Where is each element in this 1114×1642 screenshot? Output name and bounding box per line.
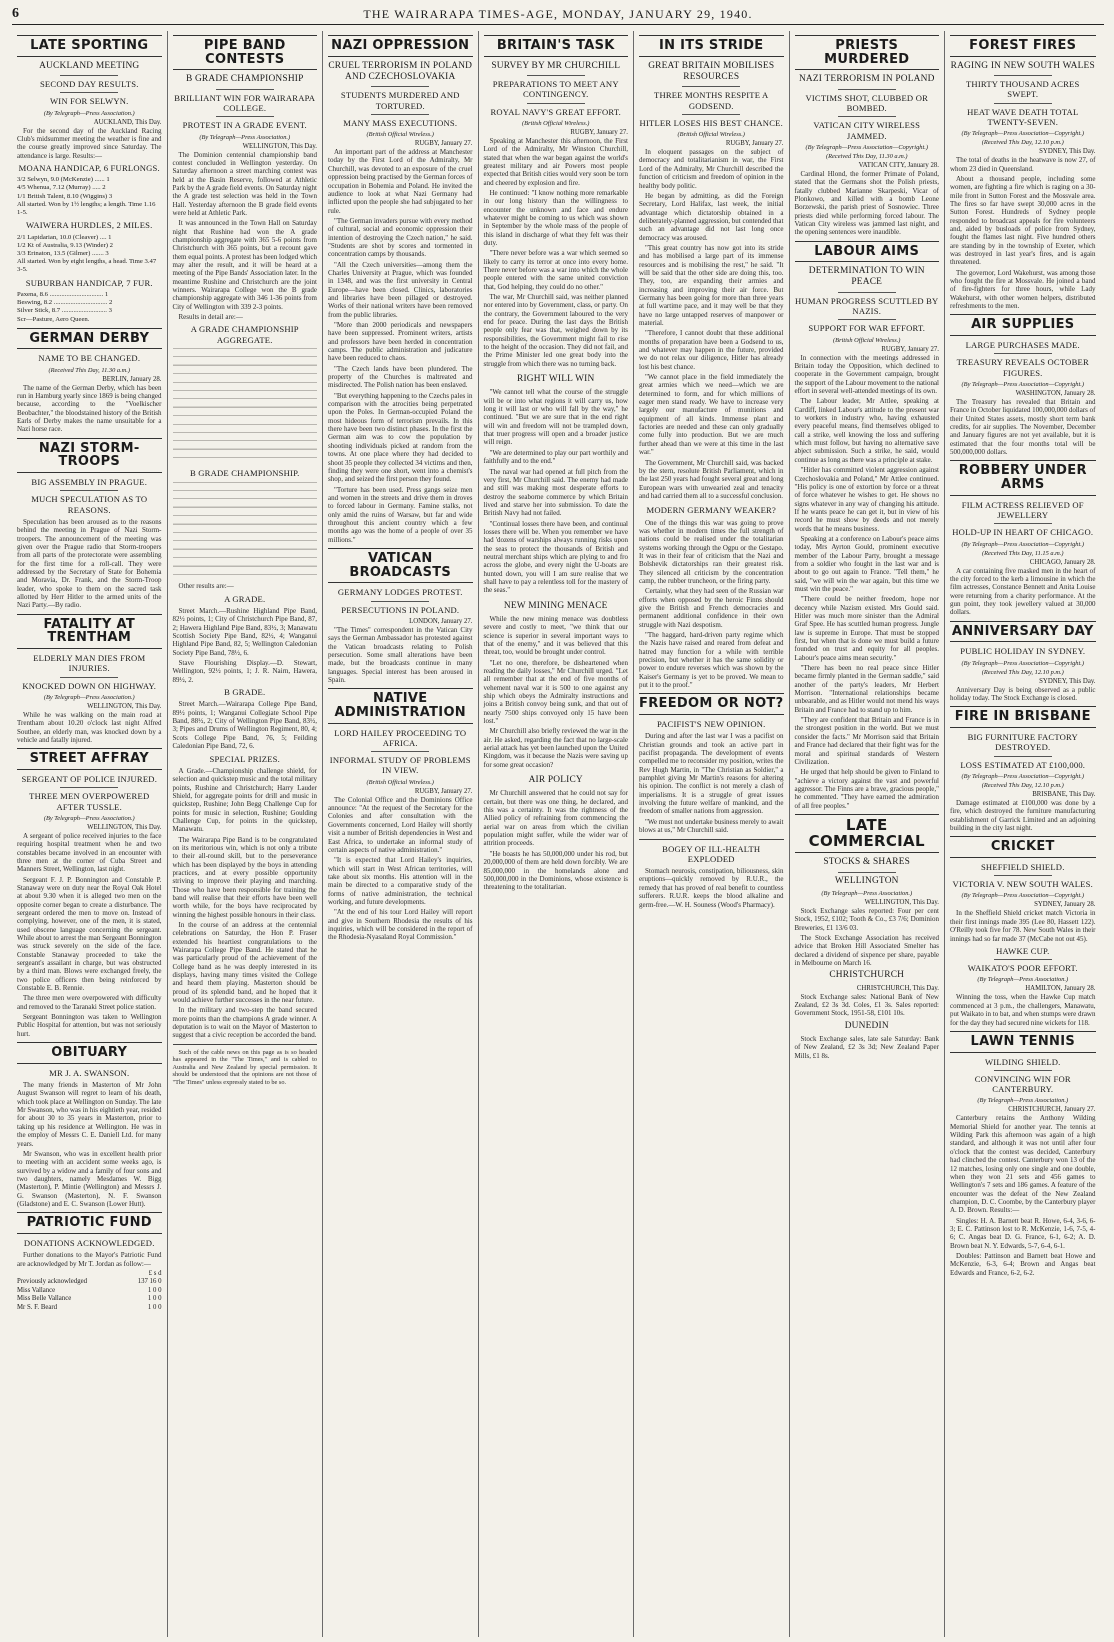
- subheading: SHEFFIELD SHIELD.: [980, 861, 1065, 872]
- subheading: BIG ASSEMBLY IN PRAGUE.: [31, 477, 148, 487]
- dateline: CHRISTCHURCH, This Day.: [856, 984, 939, 992]
- body-text: He urged that help should be given to Finland to "achieve a victory against the vast and powerful aggressor. The Finns are a brave, gracious people," he commented. "They have earned the admiration of all free peoples.": [794, 768, 939, 810]
- body-text: "We are determined to play our part worthily and faithfully and to the end.": [483, 448, 628, 466]
- credit: (By Telegraph—Press Association—Copyright.): [961, 772, 1084, 780]
- subheading: MUCH SPECULATION AS TO REASONS.: [31, 494, 148, 515]
- advert-text: Stomach neurosis, constipation, biliousness, skin eruptions—quickly removed by R.U.R., the remedy that has proved of real benefit to countless sufferers. R.U.R. keeps the blood alkaline and germ-free.—W. H. Souness (Wood's Pharmacy).: [639, 867, 784, 909]
- subheading: PUBLIC HOLIDAY IN SYDNEY.: [960, 646, 1086, 657]
- city-heading: DUNEDIN: [844, 1020, 889, 1031]
- pipe-band-story: [173, 35, 318, 1086]
- table-title: A GRADE CHAMPIONSHIP AGGREGATE.: [190, 324, 299, 345]
- body-text: While he was walking on the main road at Trentham about 10.20 o'clock last night Alfred Southee, an elderly man, was knocked down by a vehicle and fatally injured.: [17, 710, 162, 744]
- body-text: "There never before was a war which seemed so likely to carry its terror at once into every home. There never before was a war into which the whole people entered with the same united conviction that, God helping, they could do no other.": [483, 249, 628, 291]
- headline: PATRIOTIC FUND: [17, 1212, 162, 1234]
- body-text: A sergeant of police received injuries to the face requiring hospital treatment when he and two constables became involved in an encounter with three men at the corner of Cuba Street and Manners Street, Wellington, last night.: [17, 831, 162, 874]
- subheading: VICTORIA V. NEW SOUTH WALES.: [952, 879, 1093, 890]
- vatican-story: [328, 548, 473, 684]
- credit: (By Telegraph—Press Association.): [977, 1097, 1069, 1105]
- donation-list: [17, 1270, 162, 1312]
- headline: AIR SUPPLIES: [950, 314, 1096, 336]
- column-7: [945, 31, 1101, 1637]
- body-text: One of the things this war was going to prove was whether in modern times the full strength of nations could be realised under the totalitarian systems working through the Ogpu or the Gestapo. It was in their fear of criticism that the Nazi and Bolshevik dictatorships ran their greatest risk. They silenced all criticism by the concentration camp, the rubber truncheon, or the firing party.: [639, 518, 784, 585]
- dateline: WELLINGTON, This Day.: [87, 823, 162, 831]
- headline: CRICKET: [950, 836, 1096, 858]
- body-text: "But everything happening to the Czechs pales in comparison with the atrocities being perpetrated upon the Poles. In German-occupied Poland the most hideous form of terrorism prevails. In this there have been two distinct phases. In the first the German aim was to cow the population by shooting individuals picked at random from the towns. At one place where they had decided to shoot 35 people they collected 34 victims and then, finding they were one short, went into a chemist's shop, and seized the first person they found.: [328, 391, 473, 484]
- headline: NAZI STORM-TROOPS: [17, 438, 162, 473]
- subheading: BRILLIANT WIN FOR WAIRARAPA COLLEGE.: [174, 92, 316, 113]
- received: (Received This Day, 12.10 p.m.): [981, 139, 1064, 147]
- credit: (By Telegraph—Press Association—Copyright.): [961, 659, 1084, 667]
- column-2: [168, 31, 324, 1637]
- subheading: THREE MONTHS RESPITE A GODSEND.: [654, 90, 769, 111]
- dateline: BERLIN, January 28.: [102, 375, 162, 383]
- body-text: Mr Churchill answered that he could not say for certain, but there was one thing, he declared, and this was a certainty. It was the rightness of the Allied policy of refraining from commencing the aerial war on areas from which the civilian population might suffer, while the wider war of attrition proceeds.: [483, 789, 628, 848]
- race-result: 1/2 Kt of Australia, 9.13 (Winder) 2: [17, 241, 113, 249]
- headline: OBITUARY: [17, 1042, 162, 1064]
- body-text: "It is expected that Lord Hailey's inquiries, which will start in West African territories, will take about six months. His attention will in the main be directed to a comparative study of the forms of native administration, the technical working, and future developments.: [328, 856, 473, 906]
- body-text: The Wairarapa Pipe Band is to be congratulated on its meritorious win, which is not only a tribute to their all-round skill, but to the perseverance which has been displayed by the boys in attending practices, and at every possible opportunity striving to improve their playing and marching. Those who have been responsible for training the band will realise that their efforts have been well worth while, for the boys have reciprocated by winning the highest possible honours in their class.: [172, 835, 317, 919]
- body-text: "This great country has now got into its stride and has mobilised a large part of its immense resources and is mobilising the rest," he said. "It will be said that the other side are doing this, too. They, too, are expanding their armies and increasing and improving their air force. But Germany has been going for more than three years at full wartime pace, and it may well be that they have no large untapped reserves of manpower or material.: [639, 243, 784, 328]
- section-heading: HAWKE CUP.: [996, 945, 1050, 956]
- donor-amount: 1 0 0: [147, 1295, 162, 1303]
- race-result: 2/1 Lapidarian, 10.0 (Cleaver) .... 1: [17, 233, 112, 241]
- dateline: RUGBY, January 27.: [881, 345, 939, 353]
- subheading: MANY MASS EXECUTIONS.: [343, 117, 458, 128]
- column-4: [479, 31, 635, 1637]
- subheading: SECOND DAY RESULTS.: [39, 78, 139, 89]
- credit: (By Telegraph—Press Association.): [977, 976, 1069, 984]
- credit: (British Official Wireless.): [677, 131, 745, 139]
- body-text: Speculation has been aroused as to the reasons behind the meeting in Prague of Nazi Storm-troopers. The announcement of the meeting was given over the Prague radio that Storm-troopers from all parts of the protectorate were assembling for the first time for a roll-call. They were addressed by the Secretary of State for Bohemia and Moravia, Dr. Frank, and the Storm-Troop leader, who spoke to them on the sacred task allotted by Herr Hitler to the armed units of the Nazi Party.—By radio.: [17, 517, 162, 610]
- body-text: "The Czech lands have been plundered. The property of the Churches is maltreated and misdirected. The Polish nation has been enslaved.: [328, 364, 473, 390]
- subheading: NAME TO BE CHANGED.: [38, 353, 141, 364]
- city-heading: CHRISTCHURCH: [829, 970, 905, 981]
- body-text: Sergeant Bonnington was taken to Wellington Public Hospital for attention, but was not seriously hurt.: [17, 1013, 162, 1038]
- headline: LAWN TENNIS: [950, 1031, 1096, 1053]
- in-its-stride-story: [639, 35, 784, 689]
- body-text: "The German invaders pursue with every method of cultural, social and economic oppression their intention of destroying the Czech nation," he said. "Students are shot by scores and tormented in concentration camps by thousands.: [328, 216, 473, 259]
- subheading: HITLER LOSES HIS BEST CHANCE.: [639, 117, 783, 128]
- body-text: The naval war had opened at full pitch from the very first, Mr Churchill said. The enemy had made and still was making most desperate efforts to destroy the seaborne commerce by which Britain lived and starve her into submission. To date the British Navy had not failed.: [483, 467, 628, 518]
- headline: LATE SPORTING: [17, 35, 162, 57]
- body-text: A Grade.—Championship challenge shield, for selection and quickstep music and the total military points, Rushine and Christchurch; Harry Lauder Shield, for aggregate points for drill and music in quickstep, Rushine; John Begg Challenge Cup for points for music in selection, Rushine; Goulding Challenge Cup, for points in the quickstep, Manawatu.: [172, 766, 317, 834]
- headline: FIRE IN BRISBANE: [950, 706, 1096, 728]
- subheading: MR J. A. SWANSON.: [49, 1067, 130, 1078]
- body-text: Singles: H. A. Barnett beat R. Howe, 6-4, 3-6, 6-3; E. C. Pattinson lost to R. McKenzie, 1-6, 7-5, 4-6; C. Angas beat D. G. France, 6-1, 6-2; A. D. Brown beat N. Y. Edwards, 5-7, 6-4, 6-1.: [950, 1216, 1096, 1250]
- late-sporting-story: [17, 35, 162, 324]
- body-text: A car containing five masked men in the heart of the city forced to the kerb a limousine in which the film actresses, Constance Bennett and Anita Louise were returning from a charity performance. At the gun point, they took jewellery valued at 30,000 dollars.: [950, 566, 1096, 617]
- body-text: "Therefore, I cannot doubt that these additional months of preparation have been a Godsend to us, and whatever may happen in the future, provided we do not relax our diligence, Hitler has already lost his best chance.: [639, 329, 784, 371]
- race-result: 1/1 British Talent, 8.10 (Wiggins) 3: [17, 192, 113, 200]
- dateline: RUGBY, January 27.: [414, 140, 473, 148]
- body-text: "The haggard, hard-driven party regime which the Nazis have raised and reared from defeat and hatred may function for a while with terrible precision, but whether it has the same solidity or power to endure reverses which was shown by the Kaiser's Germany is yet to be proved. We mean to put it to the proof.": [639, 631, 784, 690]
- body-text: "More than 2000 periodicals and newspapers have been suppressed. Prominent writers, artists and professors have been herded in concentration camps. The public administration and judicature have been reduced to chaos.: [328, 321, 473, 363]
- column-5: [634, 31, 790, 1637]
- subheading: SERGEANT OF POLICE INJURED.: [21, 773, 158, 784]
- body-text: "There could be neither freedom, hope nor decency while Nazism existed. Mrs Gould said. Hitler was much more sinister than the Admiral Graf Spee. He has scuttled human progress. Jungle law is supreme in Europe. That must be stopped first, but when that is done we must build a future founded on trust and equity for all peoples. Labour's peace aims mean security.": [794, 595, 939, 662]
- race-title: SUBURBAN HANDICAP, 7 FUR.: [25, 277, 153, 288]
- subheading: WAIKATO'S POOR EFFORT.: [967, 963, 1078, 974]
- body-text: Street March.—Wairarapa College Pipe Band, 89½ points, 1; Wanganui Collegiate School Pipe Band, 88½, 2; City of Wellington Pipe Band, 83½, 3; Pipes and Drums of Wellington Regiment, 80, 4; Scots College Pipe Band, 76, 5; Feilding Caledonian Pipe Band, 72, 6.: [172, 700, 317, 751]
- subheading: LARGE PURCHASES MADE.: [965, 340, 1080, 350]
- body-text: Canterbury retains the Anthony Wilding Memorial Shield for another year. The tennis at Wilding Park this afternoon was again of a high standard, and although it was not until after four o'clock that the contest was decided, Canterbury had clinched the contest. Canterbury won 13 of the 12 matches, losing only one single and one double, when they won 21 sets and 456 games to Wellington's 7 sets and 186 games. A feature of the encounter was the defeat of the New Zealand champion, D. C. Coombe, by the Canterbury player A. D. Brown. Results:—: [950, 1114, 1096, 1215]
- race-result: Paxena, 8.6 ................................ 1: [17, 290, 109, 298]
- city-heading: WELLINGTON: [834, 875, 899, 886]
- body-text: He continued: "I know nothing more remarkable in our long history than the willingness to encounter the unknown and face and endure whatever might be coming to us which was shown in September by the whole mass of the people of this island in discharge of what they felt was their duty.: [483, 188, 628, 247]
- nazi-storm-troops-story: [17, 438, 162, 610]
- body-text: The Dominion centennial championship band contest concluded in Wellington yesterday. On Saturday afternoon a street marching contest was held at the Basin Reserve, followed at Athletic Park by the A grade field events. On Saturday night the A grade test selection was held in the Town Hall. Yesterday afternoon the B grade field events were held at Athletic Park.: [172, 150, 317, 217]
- body-text: The three men were overpowered with difficulty and removed to the Taranaki Street police station.: [17, 994, 162, 1011]
- headline: ANNIVERSARY DAY: [950, 621, 1096, 643]
- fatality-story: [17, 614, 162, 745]
- subheading: THREE MEN OVERPOWERED AFTER TUSSLE.: [29, 791, 150, 812]
- body-text: "Let no one, therefore, be disheartened when reading the daily losses," Mr Churchill urged. "Let all remember that at the end of five months of vehement naval war it is 500 to one against any ship which obeys the Admiralty instructions and joins a British convoy being sunk, and that out of nearly 7500 ships convoyed only 15 have been lost.": [483, 658, 628, 726]
- subheading: STUDENTS MURDERED AND TORTURED.: [340, 90, 460, 111]
- headline: IN ITS STRIDE: [639, 35, 784, 57]
- body-text: An important part of the address at Manchester today by the First Lord of the Admiralty, Mr Churchill, was devoted to an exposure of the cruel oppression being practised by the German forces of occupation in Bohemia and Poland. He invited the audience to look at what Nazi Germany had inflicted upon the people she had subjugated to her rule.: [328, 148, 473, 215]
- column-3: [323, 31, 479, 1637]
- headline: LATE COMMERCIAL: [795, 814, 940, 854]
- headline: FOREST FIRES: [950, 35, 1096, 57]
- subheading: INFORMAL STUDY OF PROBLEMS IN VIEW.: [329, 755, 471, 776]
- money-header: £ s d: [148, 1269, 162, 1277]
- credit: (By Telegraph—Press Association.): [43, 109, 135, 117]
- body-text: Sergeant F. J. P. Bonnington and Constable P. Stanaway were on duty near the Royal Oak Hotel at about 9.30 when it is alleged two men on the opposite corner began to create a disturbance. The sergeant ordered the men to move on. Instead of complying, however, one of the men, it is stated, used obscene language concerning the sergeant. While about to arrest the man Sergeant Bonnington was struck severely on the side of the face. Constable Stanaway proceeded to take the sergeant's assailant in charge, but was obstructed by a third man. Blows were exchanged freely, the two police officers then being reinforced by Constable E. B. Rennie.: [17, 875, 162, 993]
- section-heading: AIR POLICY: [528, 775, 583, 786]
- race-result: Silver Stick, 8.7 ........................... 3: [17, 307, 112, 315]
- dateline: SYDNEY, This Day.: [1039, 677, 1096, 685]
- body-text: "Continual losses there have been, and continual losses there will be. When you remember we have had 'dozens of warships always running risks upon the seas to protect the thousands of British and neutral merchant ships which are plying to and fro across the globe, and every night the U-boats are hunted down, you will I am sure realise that we shall have to pay a relentless toll for the mastery of the seas.": [483, 519, 628, 595]
- subheading: PACIFIST'S NEW OPINION.: [656, 719, 766, 730]
- body-text: It was announced in the Town Hall on Saturday night that Rushine had won the A grade championship aggregate with 365 5-6 points from Christchurch with 365 points, but a recount gave them equal points. A protest has been lodged which may alter the result, and it will be heard at a meeting of the Pipe Bands' Association later. In the meantime Rushine and Christchurch are the joint winners. Wairarapa College won the B grade championship aggregate with 346 1-36 points from City of Wellington with 339 2-3 points.: [172, 219, 317, 311]
- body-text: Anniversary Day is being observed as a public holiday today. The Stock Exchange is closed.: [950, 685, 1096, 702]
- lawn-tennis-story: [950, 1031, 1096, 1277]
- patriotic-fund-story: [17, 1212, 162, 1312]
- race-result: Scr—Pasture, Aero Queen.: [17, 315, 90, 323]
- labour-aims-story: [795, 241, 940, 810]
- body-text: About a thousand people, including some women, are fighting a fire which is raging on a 30-mile front in Sutton Forest and the Mossvale area. The fires so far have swept 30,000 acres in the Sutton Forest. Hundreds of Sydney people responded to broadcast appeals for fire volunteers and, aided by busloads of police from Sydney, fought the flames last night. Five hundred others are standing by in the township of Exeter, which was destroyed in last year's fires, and is again threatened.: [950, 174, 1096, 267]
- grade-label: B GRADE.: [224, 687, 266, 698]
- subheading: HUMAN PROGRESS SCUTTLED BY NAZIS.: [795, 295, 939, 317]
- subheading: NAZI TERRORISM IN POLAND: [798, 74, 935, 85]
- body-text: The Government, Mr Churchill said, was backed by the stern, resolute British Parliament, which in the last 250 years had fought several great and long European wars with unwearied zeal and tenacity and had carried them all to a successful conclusion.: [639, 458, 784, 500]
- body-text: Doubles: Pattinson and Barnett beat Howe and McKenzie, 6-3, 6-4; Brown and Angas beat Edwards and France, 6-2, 6-2.: [950, 1251, 1096, 1277]
- body-text: "They are confident that Britain and France is in the strongest position in the world. But we must consider the facts." Mr Morrison said that Britain and France had declared that their fight was for the moral and spiritual standards of Western Civilization.: [794, 716, 939, 766]
- subheading: THIRTY THOUSAND ACRES SWEPT.: [965, 78, 1080, 100]
- credit: (By Telegraph—Press Association—Copyright.): [961, 540, 1084, 548]
- bogey-advert: [639, 839, 784, 909]
- britains-task-story: [484, 35, 629, 892]
- body-text: Further donations to the Mayor's Patriotic Fund are acknowledged by Mr T. Jordan as follow:—: [17, 1251, 162, 1268]
- subheading: PROTEST IN A GRADE EVENT.: [182, 120, 307, 131]
- credit: (By Telegraph—Press Association—Copyright.): [961, 380, 1084, 388]
- subheading: BIG FURNITURE FACTORY DESTROYED.: [967, 731, 1078, 753]
- advert-heading: BOGEY OF ILL-HEALTH EXPLODED: [662, 843, 761, 864]
- credit: (By Telegraph—Press Association—Copyright.): [961, 892, 1084, 900]
- credit: (By Telegraph—Press Association.): [199, 133, 291, 141]
- dateline: CHRISTCHURCH, January 27.: [1008, 1106, 1096, 1114]
- column-6: [790, 31, 946, 1637]
- priests-murdered-story: [795, 35, 940, 237]
- credit: (British Official Wireless.): [366, 131, 434, 139]
- donor-amount: 1 0 0: [147, 1303, 162, 1311]
- subheading: CONVINCING WIN FOR CANTERBURY.: [974, 1073, 1071, 1095]
- subheading: FILM ACTRESS RELIEVED OF JEWELLERY: [961, 499, 1084, 520]
- body-text: The many friends in Masterton of Mr John August Swanson will regret to learn of his death, which took place at Wellington on Sunday. The late Mr Swanson, who was in his eightieth year, resided for about 30 to 35 years in Masterton, prior to taking up his residence at Wellington. He was in the employ of Messrs C. E. Daniell Ltd. for many years.: [17, 1081, 162, 1148]
- body-text: In the Sheffield Shield cricket match Victoria in their first innings made 395 (Lee 80, Hassett 122). O'Reilly took five for 78. New South Wales in their innings had so far made 37 (McCabe not out 45).: [950, 909, 1096, 943]
- donor-amount: 137 16 0: [137, 1278, 162, 1286]
- masthead: [12, 4, 1104, 25]
- brisbane-fire-story: [950, 706, 1096, 832]
- anniversary-story: [950, 621, 1096, 703]
- robbery-story: [950, 460, 1096, 616]
- body-text: "We must not undertake business merely to await blows at us," Mr Churchill said.: [639, 817, 784, 835]
- body-text: The Stock Exchange Association has received advice that Broken Hill Associated Smelter has declared a dividend of sixpence per share, payable in Melbourne on March 16.: [794, 934, 939, 968]
- freedom-story: [639, 693, 784, 834]
- native-administration-story: [328, 688, 473, 941]
- body-text: Results in detail are:—: [178, 313, 243, 322]
- subheading: VATICAN CITY WIRELESS JAMMED.: [813, 120, 921, 141]
- dateline: RUGBY, January 27.: [414, 787, 473, 795]
- section-label: SPECIAL PRIZES.: [209, 753, 280, 764]
- table-title: B GRADE CHAMPIONSHIP.: [190, 468, 300, 479]
- page-number: 6: [12, 6, 20, 21]
- subheading: ELDERLY MAN DIES FROM INJURIES.: [33, 653, 146, 674]
- masthead-title: THE WAIRARAPA TIMES-AGE, MONDAY, JANUARY 29, 1940.: [363, 6, 753, 21]
- headline: GERMAN DERBY: [17, 328, 162, 350]
- body-text: Mr Swanson, who was in excellent health prior to meeting with an accident some weeks ago, is survived by a widow and a family of four sons and two daughters, namely Mesdames W. Bigg (Masterton), P. Mintie (Wellington) and Messrs J. G. Swanson (Masterton), N. F. Swanson (Gladstone) and E. C. Swanson (Lower Hutt).: [17, 1149, 162, 1208]
- credit: (British Official Wireless.): [833, 336, 901, 344]
- body-text: "We cannot place in the field immediately the great armies which we need—which we are determined to form, and for which millions of eager men stand ready. We have to increase very largely our manufacture of munitions and equipment of all kinds. Immense plant and factories are needed and these can only gradually come fully into production. But we are much further ahead than we were at this time in the last war.": [639, 373, 784, 457]
- donor-amount: 1 0 0: [147, 1286, 162, 1294]
- street-affray-story: [17, 748, 162, 1038]
- body-text: "He boasts he has 50,000,000 under his rod, but 20,000,000 of them are held down forcibly. We are 85,000,000 in the homelands alone and 500,000,000 in the Dominions, whose existence is threatening to the totalitarian.: [483, 849, 628, 892]
- body-text: "There has been no real peace since Hitler became firmly planted in the German saddle," said another of the party's leaders, Mr Herbert Morrison. "International relationships became unbearable, and as Hitler would not mend his ways Britain and France had to stand up to him.: [794, 664, 939, 714]
- nazi-oppression-story: [328, 35, 473, 544]
- body-text: Stock Exchange sales, late sale Saturday: Bank of New Zealand, £2 3s 3d; New Zealand Paper Mills, £1 8s.: [794, 1034, 939, 1060]
- subheading: DONATIONS ACKNOWLEDGED.: [23, 1237, 155, 1248]
- body-text: Certainly, what they had seen of the Russian war efforts when opposed by the heroic Finns should give the British and French democracies and permanent additional confidence in their own struggle with Nazi despotism.: [639, 587, 784, 629]
- dateline: HAMILTON, January 28.: [1025, 985, 1096, 993]
- body-text: Stock Exchange sales reported: Four per cent Stock, 1952, £102; Tooth & Co., £3 7/6; Dominion Breweries, £1 13/6 03.: [794, 906, 939, 932]
- headline: PIPE BAND CONTESTS: [173, 35, 318, 70]
- headline: BRITAIN'S TASK: [484, 35, 629, 57]
- body-text: The name of the German Derby, which has been run in Hamburg yearly since 1869 is being changed because, according to the "Voelkischer Beobachter," the bloodstained history of the British Earls of Derby makes the name unsuitable for a Nazi horse race.: [17, 383, 162, 434]
- donor-name: Miss Vallance: [17, 1286, 56, 1294]
- body-text: In the military and two-step the band secured more points than the champions A grade winner. A deputation is to wait on the Mayor of Masterton to suggest that a civic reception be accorded the band.: [172, 1006, 317, 1040]
- received: (Received This Day, 11.30 a.m.): [825, 152, 908, 160]
- dateline: VATICAN CITY, January 28.: [858, 161, 939, 169]
- headline: FATALITY AT TRENTHAM: [17, 614, 162, 649]
- body-text: In connection with the meetings addressed in Britain today the Opposition, which declined to cooperate in the Government campaign, brought the support of the Labour movement to the national effort in several well-attended meetings of its own.: [794, 353, 939, 396]
- race-title: MOANA HANDICAP, 6 FURLONGS.: [18, 162, 160, 173]
- body-text: The Colonial Office and the Dominions Office announce: "At the request of the Secretary for the Colonies and after consultation with the Governments concerned, Lord Hailey will shortly visit a number of British dependencies in West and East Africa, to undertake an informal study of certain aspects of native administration.": [328, 795, 473, 854]
- body-text: "We cannot tell what the course of the struggle will be or into what regions it will carry us, how long it will last or who will fall by the way," he continued. "But we are sure that in the end right will win and freedom will not be trampled down, that truer progress will open and a broader justice will reign.: [483, 388, 628, 447]
- credit: (British Official Wireless.): [522, 119, 590, 127]
- obituary-story: [17, 1042, 162, 1208]
- subheading: AUCKLAND MEETING: [39, 60, 140, 71]
- headline: NAZI OPPRESSION: [328, 35, 473, 57]
- dateline: CHICAGO, January 28.: [1029, 558, 1096, 566]
- race-result: 3/2 Selwyn, 9.0 (McKenzie) ...... 1: [17, 176, 110, 184]
- race-result: 3/3 Erinaton, 13.5 (Gilmer) ....... 3: [17, 249, 109, 257]
- subheading: HEAT WAVE DEATH TOTAL TWENTY-SEVEN.: [967, 106, 1079, 127]
- body-text: In eloquent passages on the subject of democracy and totalitarianism in war, the First Lord of the Admiralty, Mr Churchill described the function of criticism and freedom of opinion in the healthy body politic.: [639, 148, 784, 190]
- body-text: Damage estimated at £100,000 was done by a fire, which destroyed the furniture manufacturing establishment of Garrick Limited and an adjoining building in the city last night.: [950, 798, 1096, 832]
- subheading: RAGING IN NEW SOUTH WALES: [950, 60, 1095, 71]
- subheading: DETERMINATION TO WIN PEACE: [808, 266, 925, 288]
- section-heading: RIGHT WILL WIN: [517, 374, 595, 385]
- race-result: All started. Won by 1½ lengths; a length. Time 1.16 1-5.: [17, 200, 156, 217]
- body-text: The Treasury has revealed that Britain and France in October liquidated 100,000,000 dollars of their United States assets, mostly short term bank credits, for air supplies. The November, December and January figures are not yet available, but it is estimated that the four months total will be 500,000,000 dollars.: [950, 397, 1096, 456]
- dateline: BRISBANE, This Day.: [1032, 790, 1096, 798]
- body-text: Winning the toss, when the Hawke Cup match commenced at 3 p.m., the challengers, Manawatu, put Waikato in to bat, and when stumps were drawn for the day they had secured nine wickets for 118.: [950, 993, 1096, 1027]
- headline: LABOUR AIMS: [795, 241, 940, 263]
- subheading: SURVEY BY MR CHURCHILL: [491, 60, 621, 71]
- body-text: While the new mining menace was doubtless severe and costly to meet, "we think that our science is superior in several important ways to that of the enemy," and it was believed that this threat, too, would be brought under control.: [483, 614, 628, 657]
- subheading: PREPARATIONS TO MEET ANY CONTINGENCY.: [492, 78, 619, 100]
- race-result: Beswing, 8.2 ................................ 2: [17, 299, 113, 307]
- body-text: Cardinal Hlond, the former Primate of Poland, stated that the Germans shot the Polish priests, fatally clubbed Marianne Skarpeski, Vicar of Plonkowo, and killed with a bomb Leone Borzewski, the parish priest of Sosnowiec. Three priests died while performing forced labour. The Vatican City wireless was jammed last night, and the opening sentences were inaudible.: [794, 169, 939, 237]
- subheading: KNOCKED DOWN ON HIGHWAY.: [22, 680, 157, 691]
- race-title: WAIWERA HURDLES, 2 MILES.: [26, 220, 153, 231]
- donor-name: Mr S. F. Beard: [17, 1303, 58, 1311]
- footnote: Such of the cable news on this page as is so headed has appeared in the "The Times," and is cabled to Australia and New Zealand by special permission. It should be understood that the opinions are not those of "The Times" unless expressly stated to be so.: [172, 1048, 317, 1086]
- credit: (By Telegraph—Press Association—Copyright.): [805, 143, 928, 151]
- late-commercial-story: [795, 814, 940, 1060]
- air-supplies-story: [950, 314, 1096, 456]
- body-text: "The Times" correspondent in the Vatican City says the German Ambassador has protested against the Vatican broadcasts relating to Polish persecution. Some small alterations have been made, but the broadcasts continue in many languages. Special interest has been aroused in Spain.: [328, 625, 473, 684]
- received: (Received This Day, 11.15 a.m.): [981, 549, 1064, 557]
- subheading: TREASURY REVEALS OCTOBER FIGURES.: [956, 357, 1089, 378]
- subheading: WILDING SHIELD.: [984, 1056, 1061, 1067]
- dateline: WELLINGTON, This Day.: [87, 702, 162, 710]
- subheading: SUPPORT FOR WAR EFFORT.: [808, 323, 926, 334]
- dateline: SYDNEY, This Day.: [1039, 148, 1096, 156]
- section-heading: NEW MINING MENACE: [503, 600, 608, 611]
- credit: (By Telegraph—Press Association.): [821, 889, 913, 897]
- body-text: The total of deaths in the heatwave is now 27, of whom 23 died in Queensland.: [950, 156, 1096, 173]
- headline: STREET AFFRAY: [17, 748, 162, 770]
- dateline: LONDON, January 27.: [409, 617, 473, 625]
- subheading: B GRADE CHAMPIONSHIP: [185, 74, 304, 85]
- subheading: PERSECUTIONS IN POLAND.: [341, 604, 460, 615]
- subheading: HOLD-UP IN HEART OF CHICAGO.: [952, 527, 1094, 538]
- body-text: Stock Exchange sales: National Bank of New Zealand, £2 3s 3d. Coles, £1 3s. Sales reported: Government Stock, 1951-58, £101 10s.: [794, 992, 939, 1018]
- body-text: Stave Flourishing Display.—D. Stewart, Wellington, 92½ points, 1; J. R. Nairn, Hawera, 89½, 2.: [172, 659, 317, 684]
- dateline: RUGBY, January 27.: [570, 128, 628, 136]
- subheading: LORD HAILEY PROCEEDING TO AFRICA.: [334, 727, 467, 748]
- credit: (By Telegraph—Press Association—Copyright.): [961, 130, 1084, 138]
- body-text: He began by admitting, as did the Foreign Secretary, Lord Halifax, last week, the initial advantage which dictatorship obtained in a deliberately-planned aggression, but contended that such an advantage did not last long once democracy was aroused.: [639, 191, 784, 242]
- headline: NATIVE ADMINISTRATION: [328, 688, 473, 723]
- headline: VATICAN BROADCASTS: [328, 548, 473, 583]
- subheading: GERMANY LODGES PROTEST.: [337, 587, 463, 598]
- dateline: WASHINGTON, January 28.: [1015, 389, 1096, 397]
- subheading: CRUEL TERRORISM IN POLAND AND CZECHOSLOVAKIA: [328, 60, 473, 82]
- column-1: [12, 31, 168, 1637]
- credit: (By Telegraph—Press Association.): [43, 814, 135, 822]
- section-heading: MODERN GERMANY WEAKER?: [646, 505, 776, 516]
- headline: FREEDOM OR NOT?: [639, 693, 784, 715]
- received: (Received This Day, 12.10 p.m.): [981, 781, 1064, 789]
- dateline: WELLINGTON, This Day.: [242, 142, 317, 150]
- grade-label: A GRADE.: [224, 593, 266, 604]
- german-derby-story: [17, 328, 162, 434]
- headline: ROBBERY UNDER ARMS: [950, 460, 1096, 495]
- credit: (British Official Wireless.): [366, 778, 434, 786]
- body-text: Street March.—Rushine Highland Pipe Band, 82½ points, 1; City of Christchurch Pipe Band, 87, 2; Hawera Highland Pipe Band, 83½, 3; Manawatu Scottish Society Pipe Band, 82½, 4; Wanganui Highland Pipe Band, 82, 5; Wellington Caledonian Society Pipe Band, 78½, 6.: [172, 607, 317, 657]
- body-text: "At the end of his tour Lord Hailey will report and give in Southern Rhodesia the results of his inquiries, which will be considered in the report of the Rhodesia-Nyasaland Royal Commission.": [328, 908, 473, 942]
- subheading: GREAT BRITAIN MOBILISES RESOURCES: [648, 60, 775, 82]
- credit: (By Telegraph—Press Association.): [43, 693, 135, 701]
- body-text: Speaking at Manchester this afternoon, the First Lord of the Admiralty, Mr Winston Churchill, stated that when the war began against the world's greatest military and air Powers most people expected that British cities would very soon be torn and cheered by explosion and fire.: [483, 136, 628, 187]
- body-text: The Labour leader, Mr Attlee, speaking at Cardiff, linked Labour's attitude to the present war to workers in industry who, having exhausted every peaceful means, find themselves obliged to call a strike, well knowing the loss and suffering which must follow, but having no alternative save abject submission. Such a strike, he said, would continue as long as there was a principle at stake.: [794, 397, 939, 464]
- body-text: In the course of an address at the centennial celebrations on Saturday, the Hon P. Fraser extended his heartiest congratulations to the Wairarapa College Pipe Band. He stated that he was particularly proud of the achievement of the College band as he was deeply interested in its displays, having many times visited the College and heard them playing. Masterton should be proud of its splendid band, and he hoped that it would achieve further successes in the near future.: [172, 921, 317, 1005]
- body-text: For the second day of the Auckland Racing Club's midsummer meeting the weather is fine and the course greatly improved since Saturday. The attendance is large. Results:—: [17, 126, 162, 160]
- headline: PRIESTS MURDERED: [795, 35, 940, 70]
- dateline: AUCKLAND, This Day.: [93, 118, 162, 126]
- body-text: Mr Churchill also briefly reviewed the war in the air. He asked, regarding the fact that no large-scale aerial attack has yet been launched upon the United Kingdom, was it because the Nazis were saving up for some great occasion?: [483, 727, 628, 769]
- cricket-story: [950, 836, 1096, 1027]
- subheading: WIN FOR SELWYN.: [49, 96, 129, 107]
- body-text: "All the Czech universities—among them the Charles University at Prague, which was founded in 1348, and was the first university in Central Europe—have been closed. Clinics, laboratories and libraries have been pillaged or destroyed. Works of their national writers have been removed from the public libraries.: [328, 260, 473, 319]
- body-text: Other results are:—: [178, 582, 234, 591]
- dateline: SYDNEY, January 28.: [1034, 901, 1096, 909]
- body-text: "Hitler has committed violent aggression against Czechoslovakia and Poland," Mr Attlee continued. "His policy is one of extortion by force or a threat of force whatever he wishes to get. He shows no signs whatever in any way of changing his attitude. If he wants peace he can get it, but in view of his record he must show by deeds and not merely words that he means business.: [794, 466, 939, 533]
- body-text: "Torture has been used. Press gangs seize men and women in the streets and drive them in droves to forced labour in Germany. Famine stalks, not only amid the ruins of Warsaw, but far and wide throughout this ancient country which a few months ago was the home of a people of over 35 millions.": [328, 485, 473, 544]
- subheading: VICTIMS SHOT, CLUBBED OR BOMBED.: [805, 92, 929, 113]
- dateline: WELLINGTON, This Day.: [864, 898, 939, 906]
- donor-name: Previously acknowledged: [17, 1278, 88, 1286]
- race-result: All started. Won by eight lengths, a head. Time 3.47 3-5.: [17, 258, 157, 274]
- forest-fires-story: [950, 35, 1096, 310]
- subheading: ROYAL NAVY'S GREAT EFFORT.: [490, 106, 622, 117]
- body-text: The war, Mr Churchill said, was neither planned nor entered into by Government, class, or party. On the contrary, the Government laboured to the very end for peace. During the last days the British people only fear was that, weighed down by its responsibilities, the Government might fail to rise to the height of the occasion. They did not fail, and the Prime Minister led one great body into the struggle from which there was no turning back.: [483, 293, 628, 368]
- subheading: STOCKS & SHARES: [823, 857, 911, 868]
- body-text: During and after the last war I was a pacifist on Christian grounds and took an active part in pacifist propaganda. The development of events compelled me to reconsider my position, writes the Rev Hugh Martin, in "The Christian as Soldier," a pamphlet giving Mr Martin's reasons for altering his opinion. The conflict is not merely a clash of imperialisms. It is a struggle of great issues involving the future welfare of mankind, and the freedom of smaller nations from aggression.: [639, 732, 784, 816]
- race-result: 4/5 Whenua, 7.12 (Murray) ..... 2: [17, 184, 106, 192]
- body-text: The governor, Lord Wakehurst, was among those who fought the fire at Mossvale. He joined a band of fire-fighters for three hours, while Lady Wakehurst, with other women helpers, distributed refreshments to the men.: [950, 268, 1096, 311]
- dateline: RUGBY, January 27.: [725, 140, 784, 148]
- received: (Received This Day, 12.10 p.m.): [981, 668, 1064, 676]
- credit: (Received This Day, 11.30 a.m.): [48, 366, 131, 374]
- donor-name: Miss Belle Vallance: [17, 1295, 72, 1303]
- body-text: Speaking at a conference on Labour's peace aims today, Mrs Ayrton Gould, prominent executive member of the Labour Party, brought a message from a soldier who fought in the last war and is about to go out again to France. "Tell them," he said, "we will win the war again, but this time we must win the peace.": [794, 534, 939, 593]
- subheading: LOSS ESTIMATED AT £100,000.: [960, 759, 1086, 770]
